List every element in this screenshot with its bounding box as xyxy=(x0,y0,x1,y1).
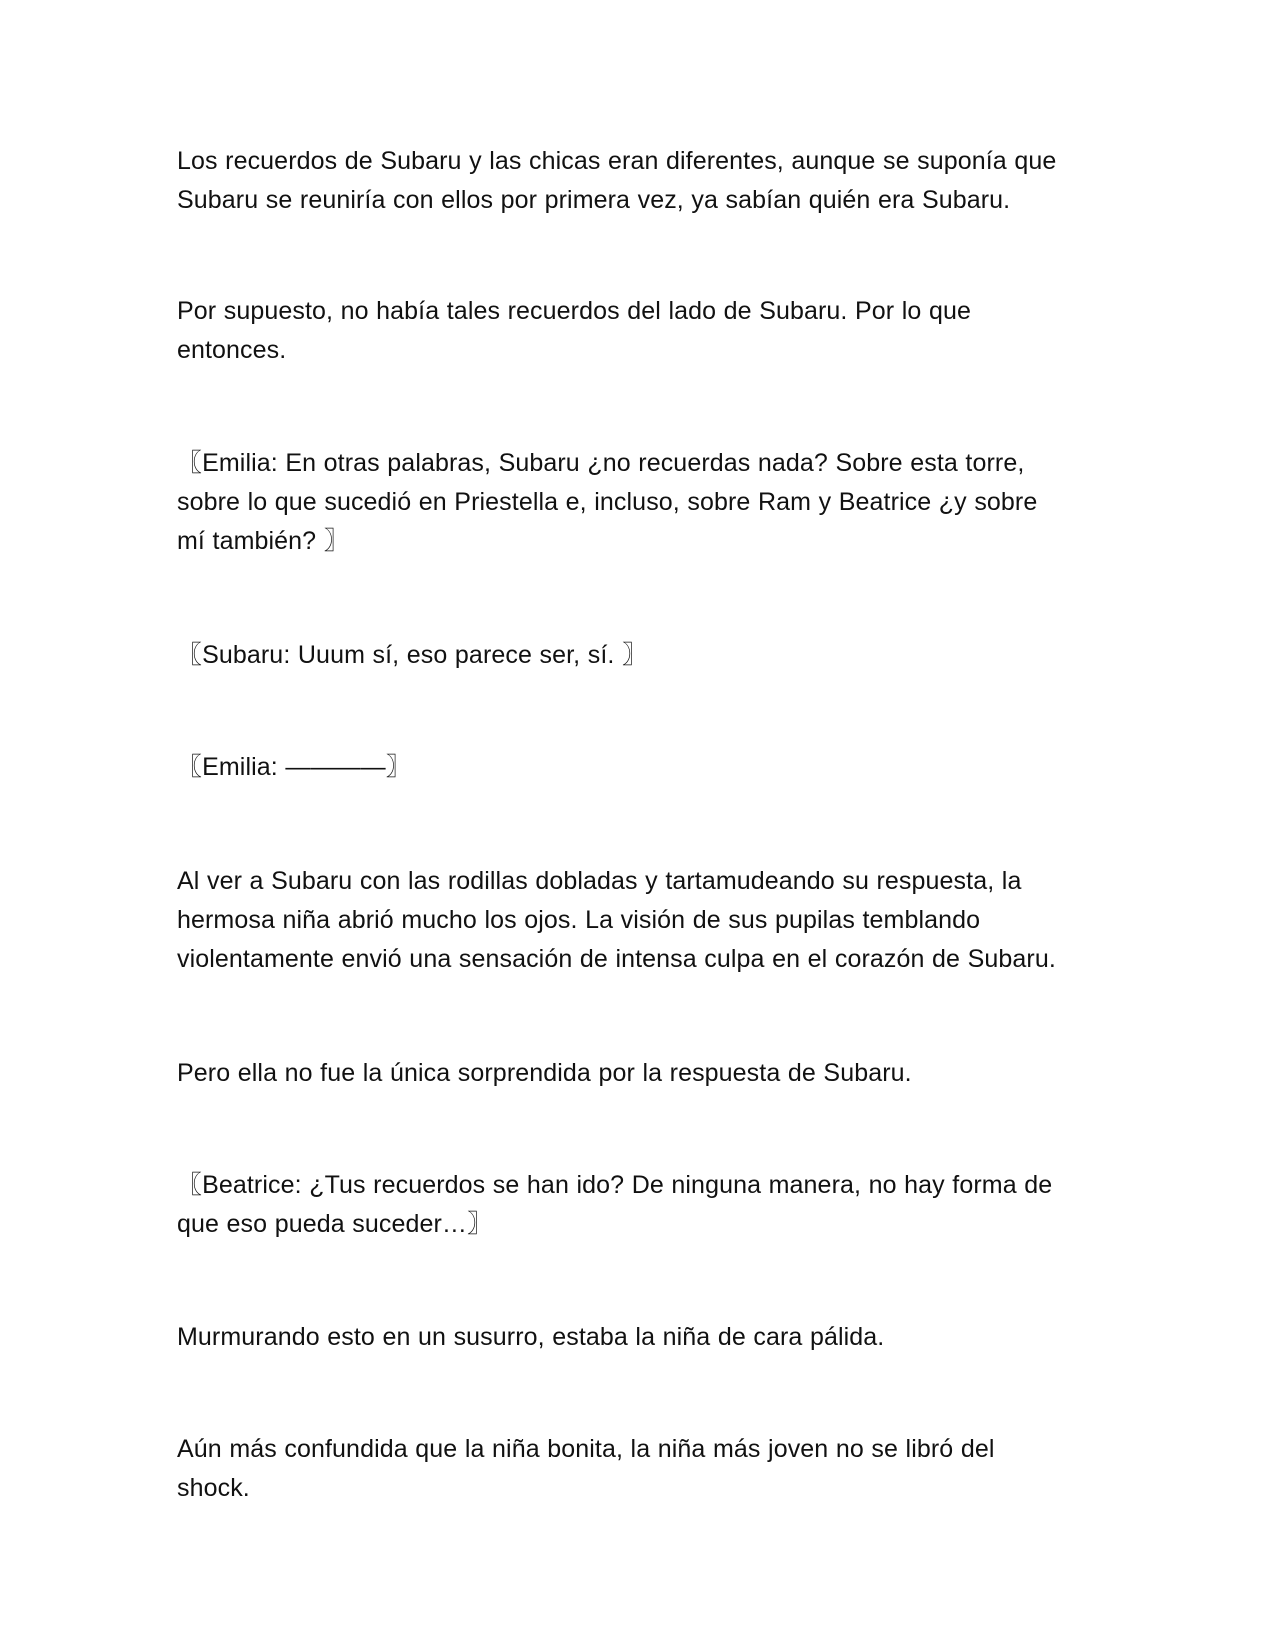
paragraph-line: 〖Subaru: Uuum sí, eso parece ser, sí. 〗 xyxy=(177,641,648,669)
paragraph-6 xyxy=(177,1430,1107,1508)
paragraph-line: sobre lo que sucedió en Priestella e, incluso, sobre Ram y Beatrice ¿y sobre xyxy=(177,488,1038,516)
paragraph-line: Al ver a Subaru con las rodillas dobladas y tartamudeando su respuesta, la xyxy=(177,867,1022,895)
paragraph-2 xyxy=(177,292,1107,370)
dialogue-subaru xyxy=(177,636,1107,675)
paragraph-line: 〖Emilia: ————〗 xyxy=(177,753,411,781)
paragraph-line: Murmurando esto en un susurro, estaba la niña de cara pálida. xyxy=(177,1323,885,1351)
paragraph-line: entonces. xyxy=(177,336,287,364)
paragraph-1 xyxy=(177,142,1107,220)
dialogue-emilia-1 xyxy=(177,444,1107,561)
paragraph-line: que eso pueda suceder…〗 xyxy=(177,1210,493,1238)
paragraph-4 xyxy=(177,1054,1107,1093)
paragraph-line: Subaru se reuniría con ellos por primera vez, ya sabían quién era Subaru. xyxy=(177,186,1011,214)
paragraph-line: hermosa niña abrió mucho los ojos. La visión de sus pupilas temblando xyxy=(177,906,981,934)
paragraph-line: Los recuerdos de Subaru y las chicas eran diferentes, aunque se suponía que xyxy=(177,147,1057,175)
paragraph-line: 〖Emilia: En otras palabras, Subaru ¿no recuerdas nada? Sobre esta torre, xyxy=(177,449,1025,477)
paragraph-line: 〖Beatrice: ¿Tus recuerdos se han ido? De ninguna manera, no hay forma de xyxy=(177,1171,1053,1199)
dialogue-beatrice xyxy=(177,1166,1107,1244)
paragraph-line: Pero ella no fue la única sorprendida por la respuesta de Subaru. xyxy=(177,1059,912,1087)
paragraph-line: violentamente envió una sensación de intensa culpa en el corazón de Subaru. xyxy=(177,945,1056,973)
dialogue-emilia-2 xyxy=(177,748,1107,787)
paragraph-line: Aún más confundida que la niña bonita, la niña más joven no se libró del xyxy=(177,1435,995,1463)
paragraph-line: Por supuesto, no había tales recuerdos del lado de Subaru. Por lo que xyxy=(177,297,971,325)
paragraph-line: mí también? 〗 xyxy=(177,527,349,555)
paragraph-line: shock. xyxy=(177,1474,250,1502)
paragraph-5 xyxy=(177,1318,1107,1357)
paragraph-3 xyxy=(177,862,1107,979)
